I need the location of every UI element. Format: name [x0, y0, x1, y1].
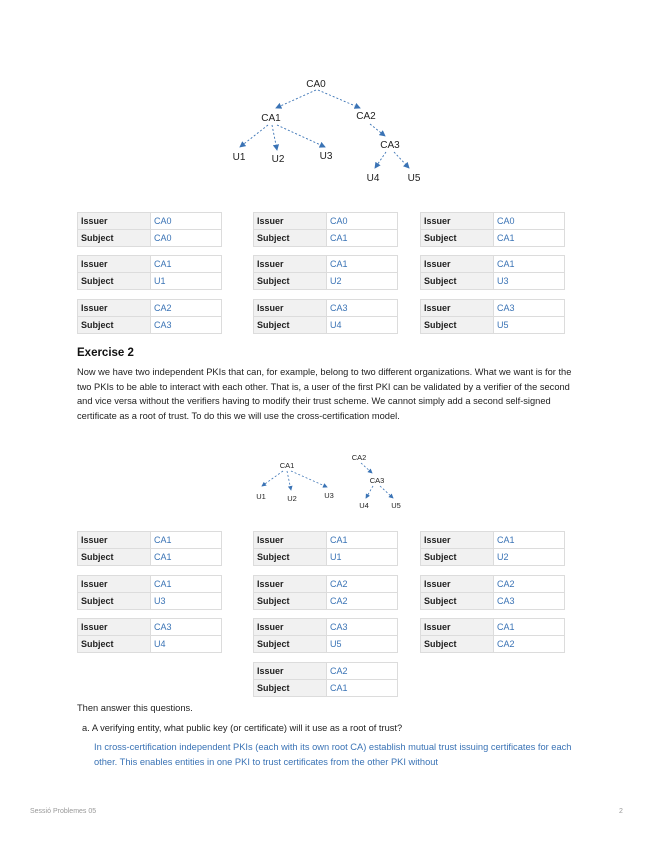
edge-ca0-ca1 — [276, 90, 316, 108]
subject-label: Subject — [78, 273, 151, 290]
subject-value: U1 — [151, 273, 222, 290]
subject-label: Subject — [254, 636, 327, 653]
subject-label: Subject — [421, 593, 494, 610]
cert-table — [77, 618, 222, 653]
issuer-value: CA1 — [494, 619, 565, 636]
edge-ca1-u3 — [291, 471, 327, 487]
issuer-label: Issuer — [254, 213, 327, 230]
cert-table — [253, 618, 398, 653]
subject-label: Subject — [421, 636, 494, 653]
node-u4: U4 — [359, 501, 369, 510]
cert-table — [420, 299, 565, 334]
subject-value: U3 — [151, 593, 222, 610]
issuer-value: CA2 — [327, 576, 398, 593]
cert-table — [420, 575, 565, 610]
issuer-label: Issuer — [78, 300, 151, 317]
subject-value: U4 — [151, 636, 222, 653]
issuer-label: Issuer — [78, 619, 151, 636]
issuer-value: CA3 — [494, 300, 565, 317]
issuer-value: CA3 — [151, 619, 222, 636]
node-u4: U4 — [366, 173, 380, 184]
issuer-value: CA0 — [151, 213, 222, 230]
cert-table — [420, 618, 565, 653]
instructions-text: Then answer this questions. — [77, 703, 193, 713]
cert-table — [420, 255, 565, 290]
subject-label: Subject — [254, 273, 327, 290]
issuer-label: Issuer — [254, 300, 327, 317]
node-ca2: CA2 — [356, 111, 376, 122]
subject-label: Subject — [254, 230, 327, 247]
subject-label: Subject — [254, 593, 327, 610]
node-u1: U1 — [232, 152, 246, 163]
subject-value: U1 — [327, 549, 398, 566]
issuer-value: CA3 — [327, 300, 398, 317]
page-number: 2 — [619, 808, 623, 815]
issuer-label: Issuer — [78, 256, 151, 273]
issuer-value: CA1 — [494, 256, 565, 273]
subject-value: CA1 — [494, 230, 565, 247]
edge-ca3-u5 — [394, 152, 409, 168]
node-u5: U5 — [407, 173, 421, 184]
subject-label: Subject — [78, 317, 151, 334]
issuer-label: Issuer — [421, 619, 494, 636]
subject-value: CA2 — [494, 636, 565, 653]
cert-table — [420, 212, 565, 247]
issuer-label: Issuer — [78, 213, 151, 230]
cert-table — [253, 212, 398, 247]
cert-table — [77, 212, 222, 247]
subject-value: U2 — [494, 549, 565, 566]
issuer-label: Issuer — [421, 576, 494, 593]
exercise-2-paragraph: Now we have two independent PKIs that can, for example, belong to two different organizations. What we want is for the two PKIs to be able to interact with each other. That is, a user of the first PKI can be validated by a verifier of the second and vice versa without the verifiers having to modify their trust scheme. We cannot simply add a second self-signed certificate as a root of trust. To do this we will use the cross-certification model. — [77, 367, 572, 421]
issuer-value: CA1 — [151, 256, 222, 273]
subject-label: Subject — [421, 273, 494, 290]
issuer-label: Issuer — [421, 532, 494, 549]
question-a: a. A verifying entity, what public key (or certificate) will it use as a root of trust? — [82, 723, 403, 733]
subject-value: U3 — [494, 273, 565, 290]
cert-table — [253, 255, 398, 290]
issuer-value: CA1 — [327, 256, 398, 273]
subject-label: Subject — [254, 317, 327, 334]
cert-table — [253, 662, 398, 697]
subject-label: Subject — [254, 549, 327, 566]
node-ca0: CA0 — [306, 79, 326, 90]
subject-label: Subject — [254, 680, 327, 697]
issuer-label: Issuer — [421, 300, 494, 317]
edge-ca1-u2 — [272, 125, 277, 150]
issuer-value: CA0 — [494, 213, 565, 230]
node-u1: U1 — [256, 492, 266, 501]
cert-table — [77, 255, 222, 290]
issuer-label: Issuer — [421, 213, 494, 230]
subject-label: Subject — [78, 593, 151, 610]
issuer-label: Issuer — [78, 576, 151, 593]
issuer-value: CA1 — [151, 576, 222, 593]
subject-label: Subject — [78, 230, 151, 247]
subject-label: Subject — [421, 549, 494, 566]
cross-cert-diagram — [0, 445, 655, 520]
cert-table — [253, 299, 398, 334]
node-ca3: CA3 — [380, 140, 400, 151]
subject-label: Subject — [421, 230, 494, 247]
cert-table — [77, 299, 222, 334]
subject-value: CA1 — [151, 549, 222, 566]
issuer-value: CA2 — [327, 663, 398, 680]
edge-ca2-ca3 — [361, 463, 372, 473]
subject-value: U2 — [327, 273, 398, 290]
edge-ca1-u1 — [262, 471, 283, 486]
node-ca1: CA1 — [279, 461, 295, 470]
answer-a: In cross-certification independent PKIs (each with its own root CA) establish mutual trust issuing certificates for each other. This enables entities in one PKI to trust certificates from the other PKI without — [94, 742, 572, 767]
subject-value: CA0 — [151, 230, 222, 247]
cert-table — [253, 575, 398, 610]
issuer-label: Issuer — [254, 576, 327, 593]
node-ca2: CA2 — [351, 453, 367, 462]
subject-label: Subject — [421, 317, 494, 334]
node-u2: U2 — [287, 494, 297, 503]
issuer-label: Issuer — [254, 532, 327, 549]
subject-value: CA2 — [327, 593, 398, 610]
edge-ca3-u5 — [380, 486, 393, 498]
exercise-2-heading: Exercise 2 — [77, 347, 134, 359]
issuer-label: Issuer — [254, 663, 327, 680]
node-ca3: CA3 — [369, 476, 385, 485]
subject-value: U4 — [327, 317, 398, 334]
issuer-value: CA1 — [494, 532, 565, 549]
node-ca1: CA1 — [261, 113, 281, 124]
cert-table — [420, 531, 565, 566]
cert-table — [77, 575, 222, 610]
issuer-label: Issuer — [421, 256, 494, 273]
edge-ca2-ca3 — [370, 124, 385, 136]
subject-value: U5 — [494, 317, 565, 334]
edge-ca0-ca2 — [318, 90, 360, 108]
node-u2: U2 — [271, 154, 285, 165]
edge-ca3-u4 — [375, 152, 386, 168]
issuer-label: Issuer — [254, 619, 327, 636]
issuer-value: CA0 — [327, 213, 398, 230]
subject-value: U5 — [327, 636, 398, 653]
subject-label: Subject — [78, 549, 151, 566]
issuer-value: CA2 — [151, 300, 222, 317]
edge-ca1-u2 — [287, 471, 291, 490]
edge-ca1-u1 — [240, 125, 268, 147]
issuer-value: CA1 — [327, 532, 398, 549]
pki-tree-diagram — [0, 0, 655, 200]
cert-table — [253, 531, 398, 566]
issuer-value: CA3 — [327, 619, 398, 636]
footer-title: Sessió Problemes 05 — [30, 808, 97, 815]
node-u5: U5 — [391, 501, 401, 510]
subject-value: CA1 — [327, 680, 398, 697]
node-u3: U3 — [324, 491, 334, 500]
edge-ca1-u3 — [277, 125, 325, 147]
issuer-value: CA1 — [151, 532, 222, 549]
node-u3: U3 — [319, 151, 333, 162]
issuer-label: Issuer — [78, 532, 151, 549]
issuer-label: Issuer — [254, 256, 327, 273]
cert-table — [77, 531, 222, 566]
edge-ca3-u4 — [366, 486, 373, 498]
subject-value: CA3 — [151, 317, 222, 334]
issuer-value: CA2 — [494, 576, 565, 593]
subject-label: Subject — [78, 636, 151, 653]
subject-value: CA3 — [494, 593, 565, 610]
subject-value: CA1 — [327, 230, 398, 247]
